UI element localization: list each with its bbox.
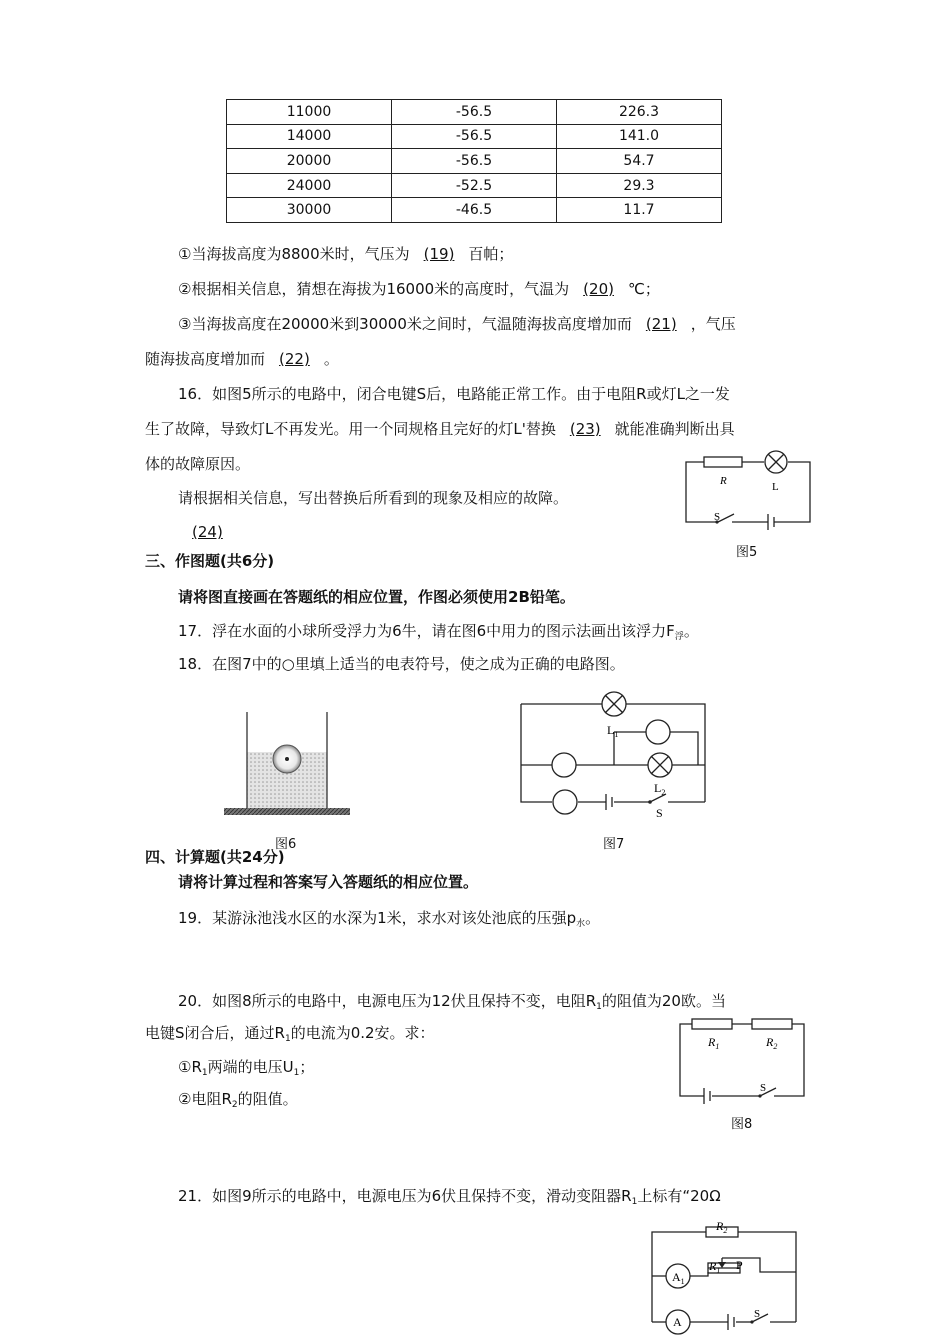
blank-19: (19): [423, 245, 455, 263]
q15-item-1: ①当海拔高度为8800米时，气压为 (19) 百帕；: [178, 245, 514, 263]
table-row: [227, 100, 722, 125]
fig6-caption: 图6: [275, 837, 297, 852]
table-cell: 24000: [227, 173, 392, 198]
fig9-label-p: P: [736, 1258, 743, 1272]
table-cell: -52.5: [392, 173, 557, 198]
resistor-r-symbol: [704, 457, 742, 467]
blank-23: (23): [569, 420, 601, 438]
fig8-caption: 图8: [731, 1117, 753, 1132]
blank-20: (20): [583, 280, 614, 298]
wire: [670, 732, 698, 765]
table-cell: -56.5: [392, 149, 557, 174]
table-cell: -56.5: [392, 100, 557, 125]
blank-21: (21): [645, 315, 677, 333]
fig7-label-l1: $L_1$: [607, 723, 619, 739]
table-cell: 11000: [227, 100, 392, 125]
q16-answer-line: [178, 521, 237, 543]
q16-line-2: 生了故障，导致灯L不再发光。用一个同规格且完好的灯L'替换 (23) 就能准确判断出具: [145, 420, 735, 438]
blank-22: (22): [279, 350, 310, 368]
q15-item-3-cont: 随海拔高度增加而 (22) 。: [145, 350, 339, 368]
section-4-instruction: 请将计算过程和答案写入答题纸的相应位置。: [178, 873, 479, 891]
table-cell: 14000: [227, 124, 392, 149]
blank-24: (24): [192, 523, 223, 541]
wire: [680, 1024, 704, 1096]
wire: [690, 1272, 708, 1276]
figure-9-circuit: [648, 1218, 803, 1344]
fig5-label-s: S: [714, 511, 721, 523]
wire: [774, 1024, 804, 1096]
q17-text: 17．浮在水面的小球所受浮力为6牛，请在图6中用力的图示法画出该浮力$F_浮$。: [178, 622, 699, 642]
fig5-caption: 图5: [736, 545, 758, 560]
table-row: [227, 173, 722, 198]
wire: [722, 1258, 796, 1272]
fig9-label-a: A: [673, 1315, 682, 1329]
fig5-label-l: L: [772, 481, 779, 493]
altitude-table: [226, 99, 722, 223]
switch-s-symbol: [718, 514, 734, 522]
table-row: [227, 149, 722, 174]
q20-line-1: 20．如图8所示的电路中，电源电压为12伏且保持不变，电阻$R_1$的阻值为20欧。当: [178, 992, 726, 1012]
wire: [774, 462, 810, 522]
q16-line-3: 体的故障原因。: [145, 455, 251, 473]
table-cell: -56.5: [392, 124, 557, 149]
fig8-label-r1: $R_1$: [708, 1035, 720, 1051]
wire: [738, 1232, 796, 1322]
table-cell: 29.3: [557, 173, 722, 198]
q15-item-3: ③当海拔高度在20000米到30000米之间时，气温随海拔高度增加而 (21) ，气压: [178, 315, 736, 333]
section-3-title: 三、作图题(共6分): [145, 552, 275, 570]
table-cell: 141.0: [557, 124, 722, 149]
q16-line-1: 16．如图5所示的电路中，闭合电键S后，电路能正常工作。由于电阻R或灯L之一发: [178, 385, 730, 403]
table-cell: -46.5: [392, 198, 557, 223]
q18-text: 18．在图7中的○里填上适当的电表符号，使之成为正确的电路图。: [178, 655, 625, 673]
table-cell: 226.3: [557, 100, 722, 125]
fig7-label-s: S: [656, 806, 663, 820]
q15-item-2: ②根据相关信息，猜想在海拔为16000米的高度时，气温为 (20) ℃；: [178, 280, 660, 298]
wire: [521, 704, 552, 802]
q21-line-1: 21．如图9所示的电路中，电源电压为6伏且保持不变，滑动变阻器$R_1$上标有“20Ω: [178, 1187, 721, 1207]
figure-7-circuit: [516, 690, 716, 820]
section-3-instruction: 请将图直接画在答题纸的相应位置，作图必须使用2B铅笔。: [178, 588, 575, 606]
fig9-label-a1: $A_1$: [672, 1270, 685, 1286]
ground: [224, 808, 350, 815]
q19-text: 19．某游泳池浅水区的水深为1米，求水对该处池底的压强$p_水$。: [178, 909, 601, 929]
figure-5-circuit: [682, 450, 816, 532]
resistor-r1-symbol: [692, 1019, 732, 1029]
meter-circle-top: [646, 720, 670, 744]
fig7-label-l2: $L_2$: [654, 781, 666, 797]
table-cell: 30000: [227, 198, 392, 223]
fig5-label-r: R: [720, 475, 727, 487]
q16-line-4: 请根据相关信息，写出替换后所看到的现象及相应的故障。: [178, 489, 569, 507]
table-cell: 11.7: [557, 198, 722, 223]
fig8-label-r2: $R_2$: [766, 1035, 778, 1051]
meter-circle-middle: [552, 753, 576, 777]
table-row: [227, 198, 722, 223]
q20-item-1: $①R_1$两端的电压$U_1$；: [178, 1058, 315, 1078]
q20-line-2: 电键S闭合后，通过$R_1$的电流为0.2安。求：: [145, 1024, 435, 1044]
figure-8-circuit: [676, 1014, 810, 1104]
fig8-label-s: S: [760, 1082, 767, 1094]
resistor-r2-symbol: [752, 1019, 792, 1029]
section-4-title: 四、计算题(共24分): [145, 848, 285, 866]
table-row: [227, 124, 722, 149]
wire: [686, 462, 716, 522]
table-cell: 20000: [227, 149, 392, 174]
table-cell: 54.7: [557, 149, 722, 174]
q20-item-2: ②电阻$R_2$的阻值。: [178, 1090, 298, 1110]
fig7-caption: 图7: [603, 837, 625, 852]
wire: [626, 704, 705, 802]
meter-circle-bottom: [553, 790, 577, 814]
figure-6-beaker: [222, 705, 352, 820]
fig9-label-s: S: [754, 1308, 761, 1320]
fig9-label-r2: $R_2$: [716, 1219, 728, 1235]
fig9-label-r1: $R_1$: [709, 1259, 721, 1275]
